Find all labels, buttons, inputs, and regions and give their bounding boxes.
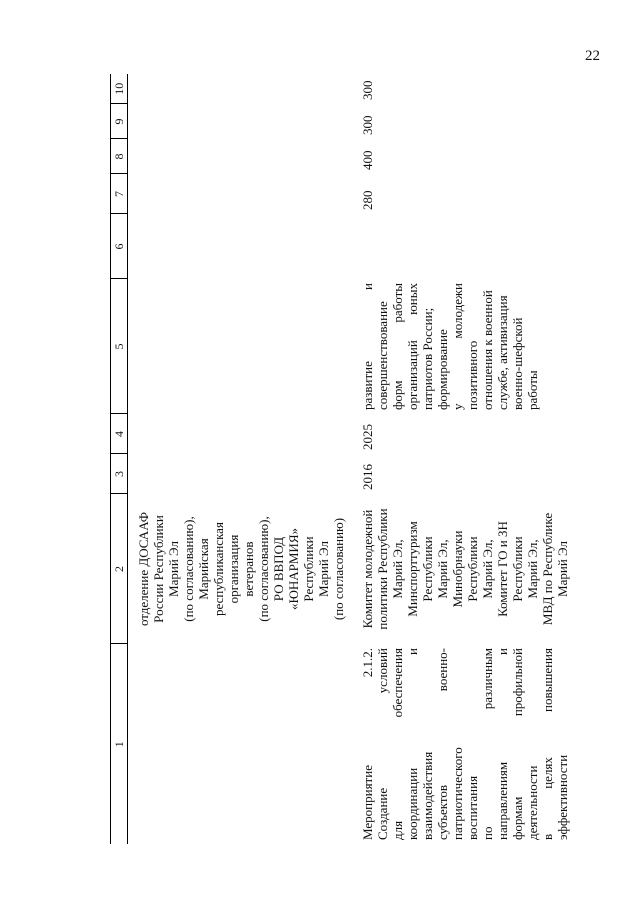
executor-line: организация xyxy=(226,534,241,604)
table-header-row xyxy=(111,74,128,844)
cell-col1 xyxy=(128,644,357,844)
measure-line: Мероприятие 2.1.2. xyxy=(360,648,375,840)
executor-line: Марий Эл, xyxy=(525,539,540,599)
executor-line: республиканская xyxy=(211,522,226,616)
executor-line: отделение ДОСААФ xyxy=(136,511,151,627)
cell-col9-value: 300 xyxy=(360,115,375,135)
measure-line: воспитания xyxy=(465,775,480,840)
cell-end-year: 2025 xyxy=(360,424,375,450)
executor-line: Марий Эл xyxy=(555,541,570,597)
header-cell: 8 xyxy=(111,139,128,174)
executor-line: (по согласованию), xyxy=(256,516,271,622)
measure-line: патриотического xyxy=(450,747,465,840)
program-table xyxy=(110,74,572,844)
table-row-measure-2-1-2 xyxy=(356,74,572,844)
measure-line: Создание условий xyxy=(375,648,390,840)
cell-col7-value: 280 xyxy=(360,190,375,210)
executor-line: политики Республики xyxy=(375,508,390,630)
result-line: совершенствование xyxy=(375,301,390,410)
executor-line: Комитет молодежной xyxy=(360,509,375,629)
result-line: отношения к военной xyxy=(480,290,495,410)
cell-col8-value: 400 xyxy=(360,150,375,170)
header-cell: 6 xyxy=(111,214,128,279)
measure-line: взаимодействия xyxy=(420,751,435,840)
executor-line: Минспорттуризм xyxy=(405,521,420,617)
header-cell: 10 xyxy=(111,74,128,104)
result-line: у молодежи xyxy=(450,283,465,410)
result-line: форм работы xyxy=(390,283,405,410)
executor-line: МВД по Республике xyxy=(540,512,555,626)
executor-line: Республики xyxy=(465,536,480,602)
measure-line: деятельности xyxy=(525,765,540,840)
executor-line: Республики xyxy=(510,536,525,602)
rotated-table-wrapper xyxy=(110,74,600,844)
result-line: службе, активизация xyxy=(495,295,510,410)
measure-line: в целях повышения xyxy=(540,648,555,840)
result-line: организаций юных xyxy=(405,283,420,410)
executor-line: Марий Эл, xyxy=(480,539,495,599)
cell-executors-continued xyxy=(128,494,357,644)
executor-line: Марий Эл, xyxy=(435,539,450,599)
executor-line: Минобрнауки xyxy=(450,530,465,608)
executor-line: ветеранов xyxy=(241,541,256,597)
executor-line: Марийская xyxy=(196,538,211,600)
measure-line: по различным xyxy=(480,648,495,840)
result-line: патриотов России; xyxy=(420,307,435,410)
header-cell: 4 xyxy=(111,414,128,454)
executor-line: РО ВВПОД xyxy=(271,536,286,602)
header-cell: 3 xyxy=(111,454,128,494)
result-line: работы xyxy=(525,370,540,410)
executor-line: «ЮНАРМИЯ» xyxy=(286,528,301,610)
header-cell: 5 xyxy=(111,279,128,414)
header-cell: 2 xyxy=(111,494,128,644)
executor-line: России Республики xyxy=(151,515,166,623)
executor-line: (по согласованию) xyxy=(331,517,346,621)
executor-line: Республики xyxy=(420,536,435,602)
header-cell: 7 xyxy=(111,174,128,214)
page-number: 22 xyxy=(585,48,600,64)
cell-start-year: 2016 xyxy=(360,464,375,490)
result-line: военно-шефской xyxy=(510,317,525,410)
cell-executors xyxy=(356,494,572,644)
measure-line: формам профильной xyxy=(510,648,525,840)
measure-line: субъектов военно- xyxy=(435,648,450,840)
cell-measure-name xyxy=(356,644,572,844)
header-cell: 9 xyxy=(111,104,128,139)
measure-line: для обеспечения xyxy=(390,648,405,840)
cell-col6 xyxy=(356,214,572,279)
executor-line: Республики xyxy=(301,536,316,602)
cell-expected-result xyxy=(356,279,572,414)
result-line: позитивного xyxy=(465,340,480,410)
measure-line: координации и xyxy=(405,648,420,840)
header-cell: 1 xyxy=(111,644,128,844)
measure-line: эффективности xyxy=(555,754,570,840)
executor-line: Марий Эл, xyxy=(390,539,405,599)
measure-line: направлениям и xyxy=(495,648,510,840)
table-row-continuation xyxy=(128,74,357,844)
executor-line: Комитет ГО и ЗН xyxy=(495,521,510,617)
executor-line: Марий Эл xyxy=(166,541,181,597)
result-line: развитие и xyxy=(360,283,375,410)
executor-line: (по согласованию), xyxy=(181,516,196,622)
result-line: формирование xyxy=(435,329,450,410)
executor-line: Марий Эл xyxy=(316,541,331,597)
cell-col10-value: 300 xyxy=(360,80,375,100)
